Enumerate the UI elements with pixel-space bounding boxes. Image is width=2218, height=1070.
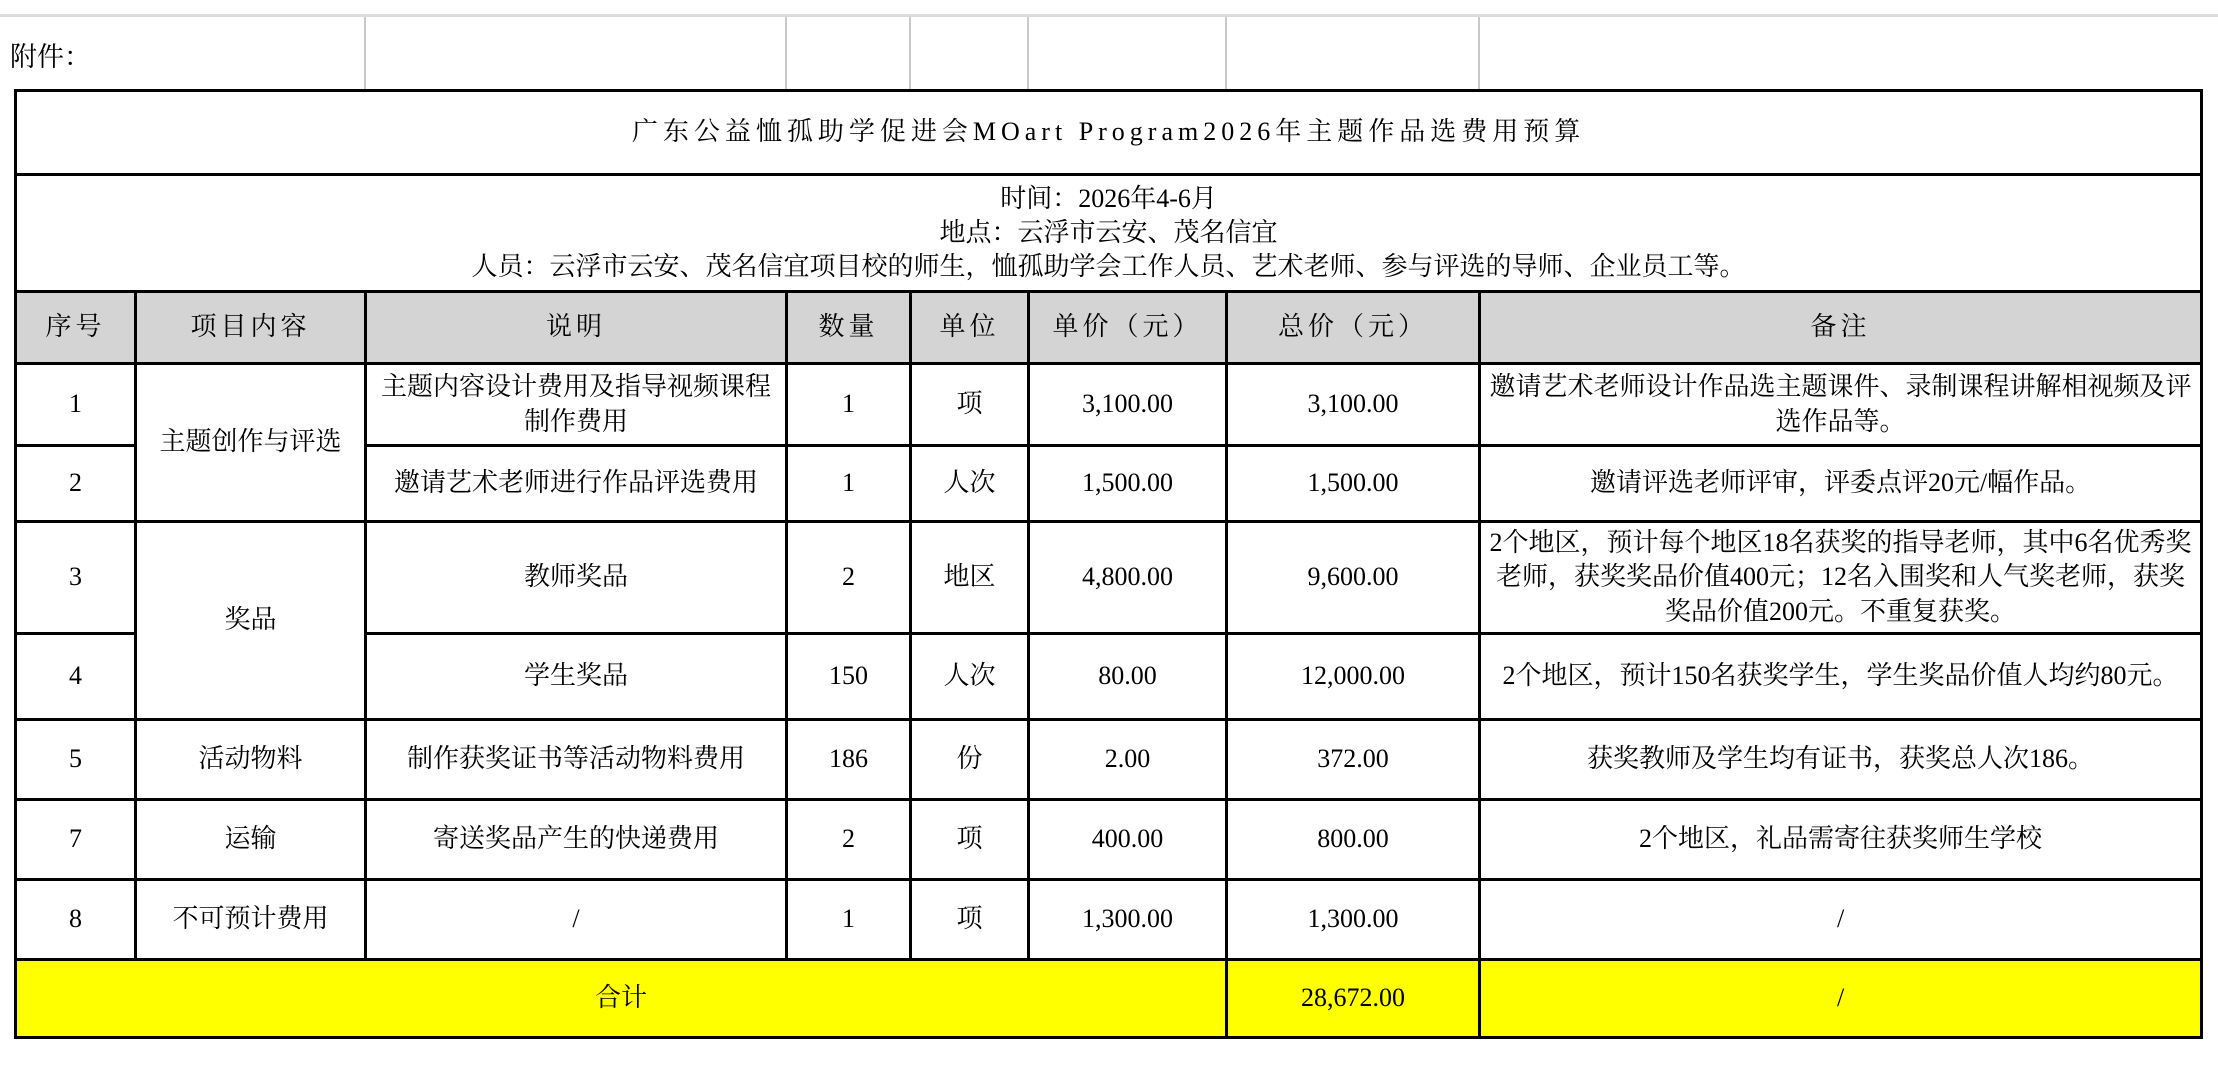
cell-desc: / xyxy=(366,880,787,960)
grid-line xyxy=(364,17,366,92)
attachment-label: 附件： xyxy=(10,42,91,72)
cell-qty: 2 xyxy=(787,522,911,634)
cell-category: 活动物料 xyxy=(136,720,366,800)
cell-category: 主题创作与评选 xyxy=(136,364,366,522)
cell-no: 8 xyxy=(16,880,136,960)
info-place: 地点：云浮市云安、茂名信宜 xyxy=(939,217,1278,247)
grid-line xyxy=(1027,17,1029,92)
cell-total: 1,500.00 xyxy=(1227,446,1480,522)
info-people: 人员：云浮市云安、茂名信宜项目校的师生，恤孤助学会工作人员、艺术老师、参与评选的导师、企业员工等。 xyxy=(471,252,1746,282)
cell-desc: 制作获奖证书等活动物料费用 xyxy=(366,720,787,800)
header-desc: 说明 xyxy=(366,292,787,364)
cell-desc: 寄送奖品产生的快递费用 xyxy=(366,800,787,880)
header-total: 总价（元） xyxy=(1227,292,1480,364)
cell-desc: 邀请艺术老师进行作品评选费用 xyxy=(366,446,787,522)
info-time: 时间：2026年4-6月 xyxy=(1000,183,1217,213)
cell-unit: 项 xyxy=(911,364,1029,446)
cell-unit-price: 1,300.00 xyxy=(1029,880,1227,960)
cell-unit-price: 3,100.00 xyxy=(1029,364,1227,446)
header-unit: 单位 xyxy=(911,292,1029,364)
cell-no: 3 xyxy=(16,522,136,634)
cell-unit-price: 400.00 xyxy=(1029,800,1227,880)
cell-desc: 主题内容设计费用及指导视频课程制作费用 xyxy=(366,364,787,446)
cell-category: 运输 xyxy=(136,800,366,880)
table-row xyxy=(16,720,2202,800)
cell-no: 1 xyxy=(16,364,136,446)
table-row xyxy=(16,880,2202,960)
cell-no: 4 xyxy=(16,634,136,720)
grid-line xyxy=(1478,17,1480,92)
header-category: 项目内容 xyxy=(136,292,366,364)
total-note: / xyxy=(1480,960,2202,1038)
cell-qty: 1 xyxy=(787,364,911,446)
table-row xyxy=(16,800,2202,880)
budget-table xyxy=(14,89,2203,1039)
cell-note: 邀请艺术老师设计作品选主题课件、录制课程讲解相视频及评选作品等。 xyxy=(1480,364,2202,446)
cell-category: 不可预计费用 xyxy=(136,880,366,960)
info-block xyxy=(16,175,2202,292)
header-unit-price: 单价（元） xyxy=(1029,292,1227,364)
cell-unit-price: 80.00 xyxy=(1029,634,1227,720)
cell-note: 获奖教师及学生均有证书，获奖总人次186。 xyxy=(1480,720,2202,800)
page-title: 广东公益恤孤助学促进会MOart Program2026年主题作品选费用预算 xyxy=(16,91,2202,175)
total-row xyxy=(16,960,2202,1038)
total-label: 合计 xyxy=(16,960,1227,1038)
cell-desc: 学生奖品 xyxy=(366,634,787,720)
cell-unit: 人次 xyxy=(911,446,1029,522)
cell-qty: 150 xyxy=(787,634,911,720)
cell-unit: 地区 xyxy=(911,522,1029,634)
cell-no: 5 xyxy=(16,720,136,800)
cell-desc: 教师奖品 xyxy=(366,522,787,634)
cell-total: 372.00 xyxy=(1227,720,1480,800)
cell-qty: 1 xyxy=(787,446,911,522)
table-header-row xyxy=(16,292,2202,364)
cell-total: 9,600.00 xyxy=(1227,522,1480,634)
grid-line xyxy=(909,17,911,92)
cell-note: 2个地区，礼品需寄往获奖师生学校 xyxy=(1480,800,2202,880)
grand-total-value: 28,672.00 xyxy=(1227,960,1480,1038)
cell-note: 2个地区，预计每个地区18名获奖的指导老师，其中6名优秀奖老师，获奖奖品价值400元；12名入围奖和人气奖老师，获奖奖品价值200元。不重复获奖。 xyxy=(1480,522,2202,634)
cell-qty: 2 xyxy=(787,800,911,880)
grid-line xyxy=(785,17,787,92)
cell-unit: 项 xyxy=(911,880,1029,960)
cell-note: / xyxy=(1480,880,2202,960)
sheet-grid-strip xyxy=(0,14,2218,92)
cell-category: 奖品 xyxy=(136,522,366,720)
cell-no: 2 xyxy=(16,446,136,522)
cell-total: 12,000.00 xyxy=(1227,634,1480,720)
cell-total: 3,100.00 xyxy=(1227,364,1480,446)
cell-total: 800.00 xyxy=(1227,800,1480,880)
header-qty: 数量 xyxy=(787,292,911,364)
cell-unit-price: 1,500.00 xyxy=(1029,446,1227,522)
cell-unit: 项 xyxy=(911,800,1029,880)
cell-no: 7 xyxy=(16,800,136,880)
cell-qty: 186 xyxy=(787,720,911,800)
grid-line xyxy=(1225,17,1227,92)
cell-unit-price: 4,800.00 xyxy=(1029,522,1227,634)
cell-unit-price: 2.00 xyxy=(1029,720,1227,800)
header-no: 序号 xyxy=(16,292,136,364)
table-row xyxy=(16,364,2202,446)
cell-unit: 人次 xyxy=(911,634,1029,720)
cell-unit: 份 xyxy=(911,720,1029,800)
header-note: 备注 xyxy=(1480,292,2202,364)
cell-total: 1,300.00 xyxy=(1227,880,1480,960)
cell-note: 邀请评选老师评审，评委点评20元/幅作品。 xyxy=(1480,446,2202,522)
cell-note: 2个地区，预计150名获奖学生，学生奖品价值人均约80元。 xyxy=(1480,634,2202,720)
cell-qty: 1 xyxy=(787,880,911,960)
table-row xyxy=(16,522,2202,634)
